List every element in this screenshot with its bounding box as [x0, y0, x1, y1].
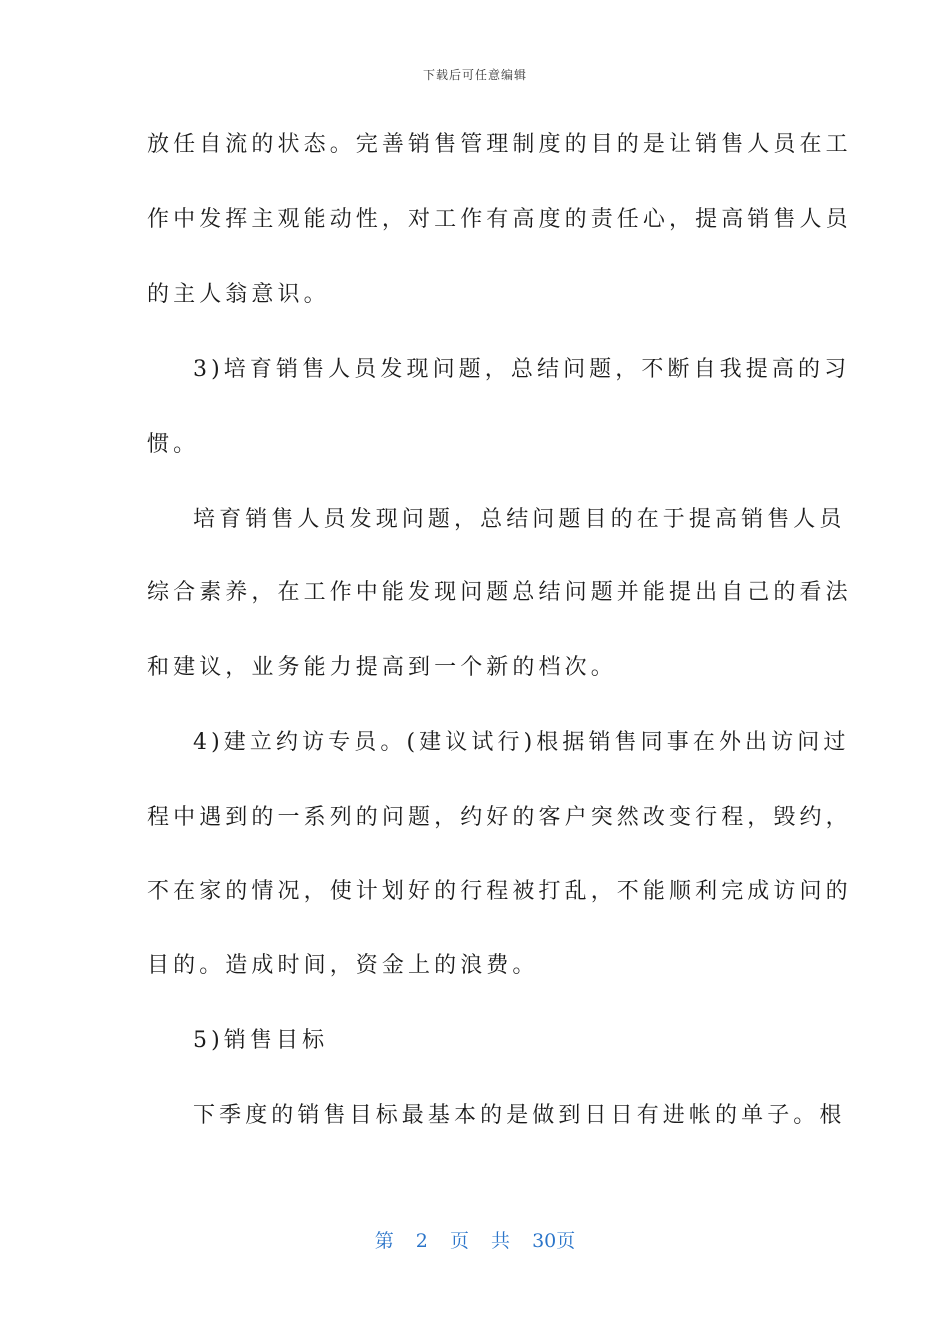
- body-line: 5)销售目标: [193, 1028, 329, 1053]
- body-line: 综合素养，在工作中能发现问题总结问题并能提出自己的看法: [147, 580, 852, 605]
- footer-total-prefix: 共: [491, 1230, 511, 1252]
- footer-page-prefix: 第: [374, 1230, 394, 1252]
- footer-page-number: 2: [415, 1230, 428, 1252]
- body-line: 惯。: [147, 432, 200, 457]
- body-line: 和建议，业务能力提高到一个新的档次。: [147, 655, 617, 680]
- footer-total-pages: 30页: [532, 1230, 576, 1252]
- body-line: 的主人翁意识。: [147, 282, 330, 307]
- page-footer: [0, 1226, 950, 1253]
- body-line: 3)培育销售人员发现问题，总结问题，不断自我提高的习: [193, 357, 851, 382]
- footer-page-mid: 页: [449, 1230, 469, 1252]
- body-line: 下季度的销售目标最基本的是做到日日有进帐的单子。根: [193, 1103, 846, 1128]
- header-note: 下载后可任意编辑: [422, 68, 527, 82]
- body-line: 程中遇到的一系列的问题，约好的客户突然改变行程，毁约，: [147, 805, 852, 830]
- body-line: 作中发挥主观能动性，对工作有高度的责任心，提高销售人员: [147, 207, 852, 232]
- body-line: 4)建立约访专员。(建议试行)根据销售同事在外出访问过: [193, 730, 850, 755]
- body-line: 目的。造成时间，资金上的浪费。: [147, 953, 539, 978]
- body-line: 培育销售人员发现问题，总结问题目的在于提高销售人员: [193, 507, 846, 532]
- body-line: 放任自流的状态。完善销售管理制度的目的是让销售人员在工: [147, 132, 852, 157]
- body-line: 不在家的情况，使计划好的行程被打乱，不能顺利完成访问的: [147, 879, 852, 904]
